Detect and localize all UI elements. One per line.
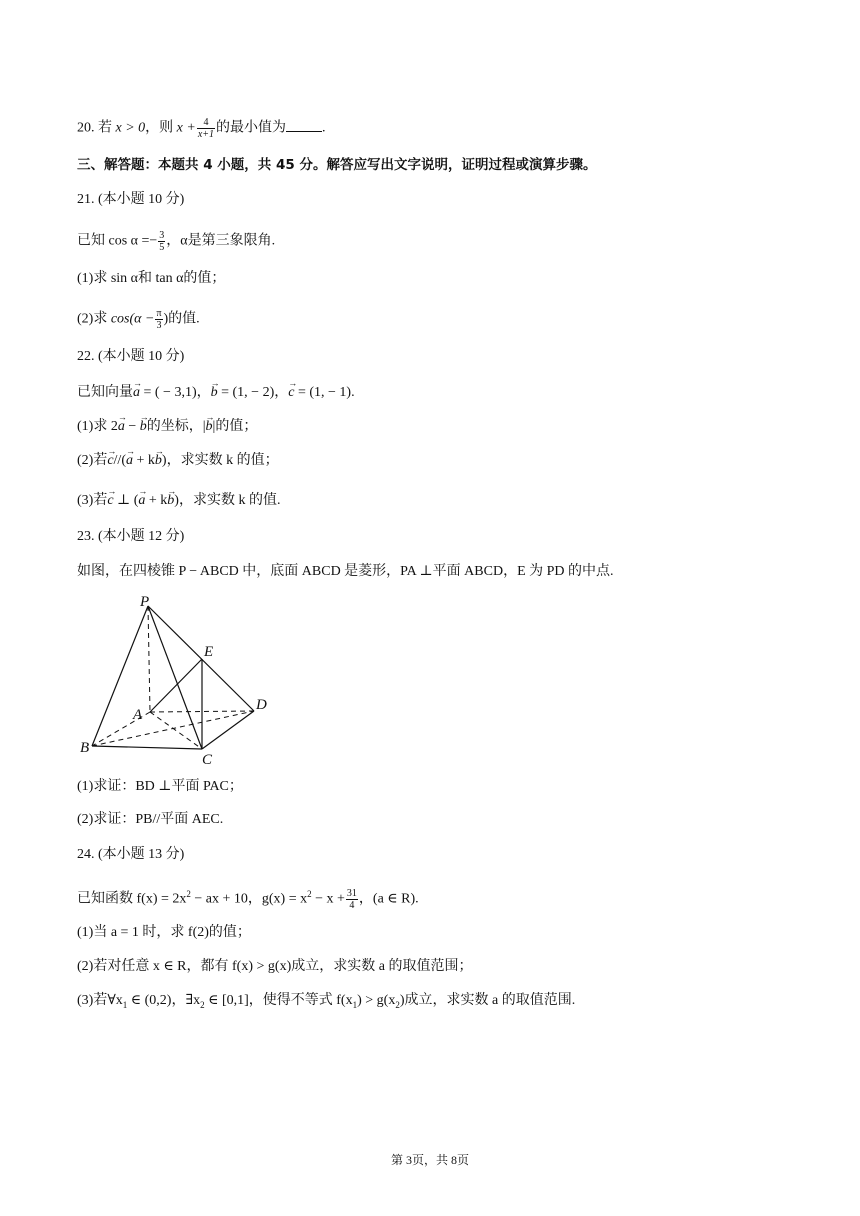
question-22-part-1: (1)求 2→ a − → b的坐标，|→ b|的值； (77, 417, 257, 437)
label-A: A (133, 707, 143, 723)
question-24-part-2: (2)若对任意 x ∈ R，都有 f(x) > g(x)成立，求实数 a 的取值范围； (77, 959, 473, 974)
edge-AE-solid (150, 659, 202, 712)
question-23-part-2: (2)求证：PB//平面 AEC. (77, 812, 224, 827)
edge-AC (150, 712, 202, 749)
question-23-part-1: (1)求证：BD ⊥平面 PAC； (77, 779, 243, 794)
fraction: $\frac{4}{x+1}$ (197, 117, 215, 140)
question-22-part-3: (3)若→ c ⊥ (→ a + k→ b)，求实数 k 的值. (77, 491, 280, 511)
label-B: B (80, 740, 90, 756)
answer-blank (286, 118, 322, 132)
question-20: 20. 若 x > 0，则 x + $\frac{4}{x+1}$ 的最小值为 . (77, 117, 326, 140)
fraction: $\frac{3}{5}$ (159, 230, 165, 253)
page-footer: 第 3页，共 8页 (390, 1153, 469, 1167)
question-21-part-1: (1)求 sin α和 tan α的值； (77, 271, 226, 286)
pyramid-figure (78, 594, 278, 769)
question-24-part-1: (1)当 a = 1 时，求 f(2)的值； (77, 925, 251, 940)
question-22-given: 已知向量→ a = ( − 3,1)，→ b = (1, − 2)，→ c = (1, − 1). (77, 383, 355, 403)
edge-BC (92, 746, 202, 749)
question-21-header: 21. (本小题 10 分) (77, 192, 185, 207)
label-C: C (202, 752, 213, 768)
question-23-given: 如图，在四棱锥 P − ABCD 中，底面 ABCD 是菱形，PA ⊥平面 ABCD，E 为 PD 的中点. (77, 564, 614, 579)
section-heading: 三、解答题：本题共 4 小题，共 45 分。解答应写出文字说明，证明过程或演算步骤。 (77, 157, 597, 173)
question-22-header: 22. (本小题 10 分) (77, 349, 185, 364)
edge-PC (148, 606, 202, 749)
label-E: E (204, 644, 214, 660)
question-22-part-2: (2)若→ c//(→ a + k→ b)，求实数 k 的值； (77, 451, 279, 471)
fraction: $\frac{31}{4}$ (346, 887, 357, 911)
edge-PB (92, 606, 148, 746)
question-23-header: 23. (本小题 12 分) (77, 529, 185, 544)
edge-PD (148, 606, 254, 711)
question-21-given: 已知 cos α =− $\frac{3}{5}$ ，α是第三象限角. (77, 230, 276, 253)
question-24-part-3: (3)若$\forall x_1$ ∈ (0,2)，$\exists x_2$ ∈ [0,1]，使得不等式 $f(x_1) > g(x_2)$成立，求实数 a 的取值范围. (77, 993, 576, 1010)
edge-PA (148, 606, 150, 712)
question-24-given: 已知函数 $f(x) = 2x^2$ − ax + 10，$g(x) = x^2 - x$ + $\frac{31}{4}$ ，(a ∈ R). (77, 887, 419, 911)
label-D: D (256, 697, 267, 713)
label-P: P (140, 594, 150, 610)
question-24-header: 24. (本小题 13 分) (77, 847, 185, 862)
fraction: $\frac{\pi}{3}$ (156, 308, 162, 331)
question-21-part-2: (2)求 cos(α − $\frac{\pi}{3}$ )的值. (77, 308, 200, 331)
